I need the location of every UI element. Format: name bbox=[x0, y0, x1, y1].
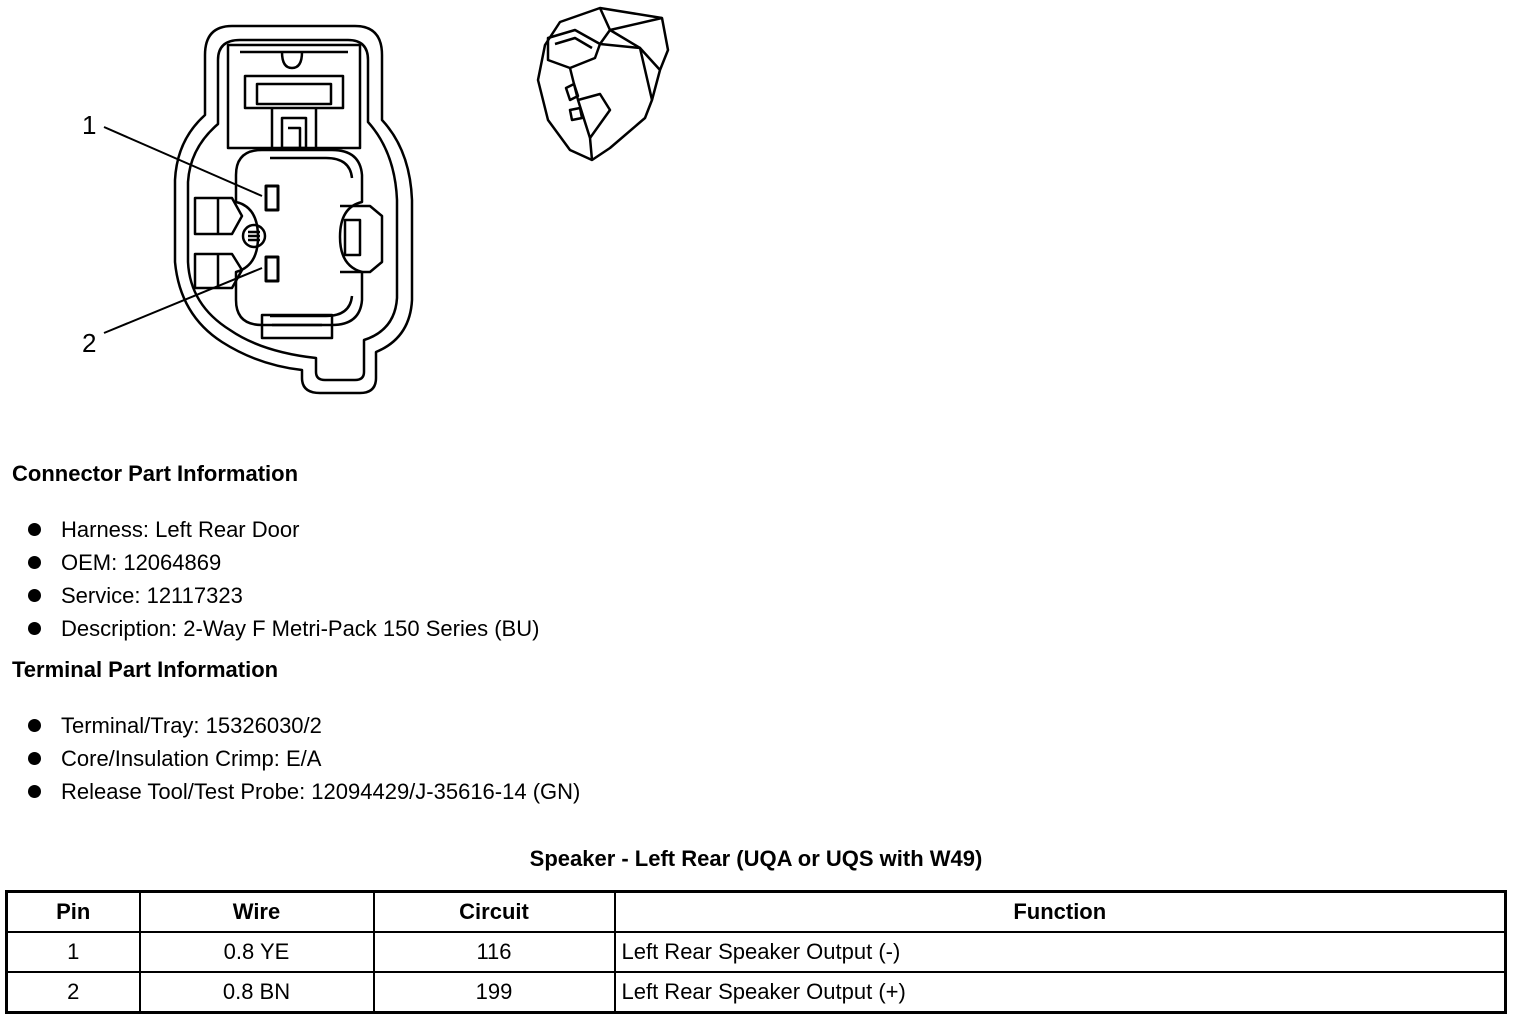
table-row bbox=[7, 972, 1506, 1013]
terminal-cavity bbox=[236, 150, 362, 325]
connector-isometric-view bbox=[538, 8, 668, 160]
circuit-cell: 199 bbox=[374, 972, 615, 1013]
list-item bbox=[28, 546, 539, 579]
table-title: Speaker - Left Rear (UQA or UQS with W49) bbox=[529, 846, 983, 871]
terminal-part-heading: Terminal Part Information bbox=[12, 657, 279, 682]
wire-cell: 0.8 BN bbox=[140, 972, 374, 1013]
list-item bbox=[28, 513, 539, 546]
pin-cell: 1 bbox=[7, 932, 140, 972]
crimp-text: Core/Insulation Crimp: E/A bbox=[61, 746, 322, 771]
function-cell: Left Rear Speaker Output (+) bbox=[615, 972, 1506, 1013]
bullet-icon bbox=[28, 719, 41, 732]
bullet-icon bbox=[28, 523, 41, 536]
column-header-circuit: Circuit bbox=[374, 892, 615, 933]
list-item bbox=[28, 742, 580, 775]
oem-text: OEM: 12064869 bbox=[61, 550, 222, 575]
release-tool-text: Release Tool/Test Probe: 12094429/J-35616-14 (GN) bbox=[61, 779, 581, 804]
table-header-row bbox=[7, 892, 1506, 933]
wire-cell: 0.8 YE bbox=[140, 932, 374, 972]
connector-face-drawing bbox=[0, 0, 700, 420]
connector-part-heading: Connector Part Information bbox=[12, 461, 299, 486]
service-text: Service: 12117323 bbox=[61, 583, 243, 608]
pin-cell: 2 bbox=[7, 972, 140, 1013]
circuit-cell: 116 bbox=[374, 932, 615, 972]
column-header-pin: Pin bbox=[7, 892, 140, 933]
list-item bbox=[28, 709, 580, 742]
pin-2-callout: 2 bbox=[82, 328, 97, 358]
description-text: Description: 2-Way F Metri-Pack 150 Series (BU) bbox=[61, 616, 540, 641]
bullet-icon bbox=[28, 752, 41, 765]
pin-2-terminal bbox=[266, 257, 278, 281]
terminal-part-list bbox=[28, 709, 580, 808]
column-header-function: Function bbox=[615, 892, 1506, 933]
bullet-icon bbox=[28, 622, 41, 635]
connector-part-list bbox=[28, 513, 539, 645]
list-item bbox=[28, 612, 539, 645]
pin-1-terminal bbox=[266, 186, 278, 210]
function-cell: Left Rear Speaker Output (-) bbox=[615, 932, 1506, 972]
bullet-icon bbox=[28, 589, 41, 602]
harness-text: Harness: Left Rear Door bbox=[61, 517, 300, 542]
table-row bbox=[7, 932, 1506, 972]
list-item bbox=[28, 775, 580, 808]
pin-2-leader bbox=[104, 268, 262, 333]
terminal-tray-text: Terminal/Tray: 15326030/2 bbox=[61, 713, 322, 738]
bullet-icon bbox=[28, 556, 41, 569]
column-header-wire: Wire bbox=[140, 892, 374, 933]
pin-1-callout: 1 bbox=[82, 110, 97, 140]
list-item bbox=[28, 579, 539, 612]
pinout-table bbox=[5, 890, 1507, 1014]
bullet-icon bbox=[28, 785, 41, 798]
